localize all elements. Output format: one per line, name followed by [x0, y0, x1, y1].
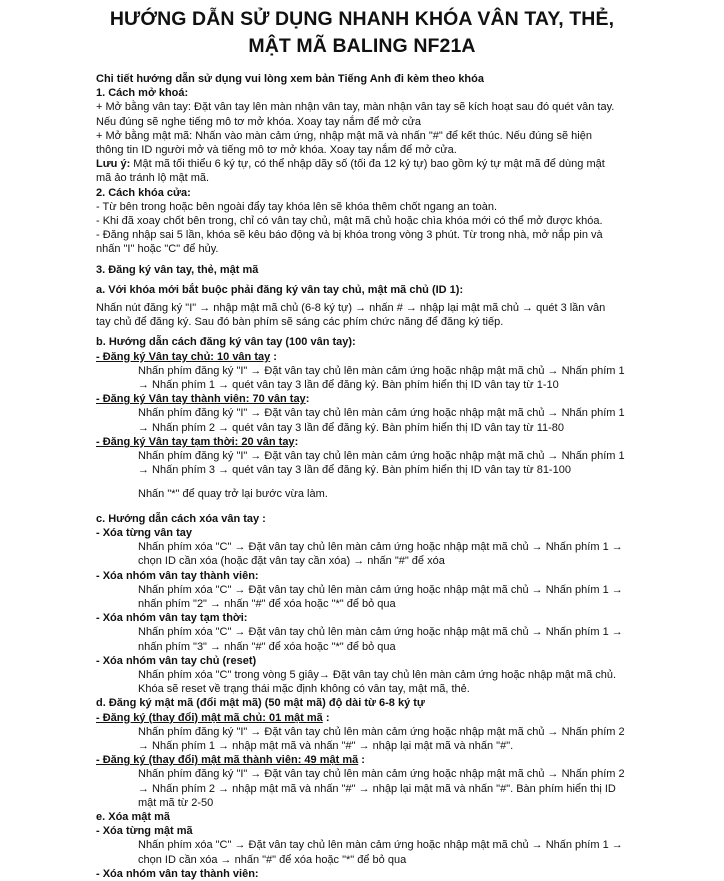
text-line: Nhấn phím đăng ký "I" → Đặt vân tay chủ lên màn cảm ứng hoặc nhập mật mã chủ → Nhấn phím 1	[138, 364, 625, 377]
note-text: Mật mã tối thiểu 6 ký tự, có thể nhập dãy số (tối đa 12 ký tự) bao gồm ký tự mật mã để dùng mật	[130, 158, 605, 171]
text-line: nhấn "I" hoặc "C" để hủy.	[96, 243, 219, 256]
text-line: Nhấn phím xóa "C" → Đặt vân tay chủ lên màn cảm ứng hoặc nhập mật mã chủ → Nhấn phím 1 →	[138, 583, 623, 596]
text-line: - Từ bên trong hoặc bên ngoài đẩy tay khóa lên sẽ khóa thêm chốt ngang an toàn.	[96, 200, 497, 213]
text-line: Nhấn phím đăng ký "I" → Đặt vân tay chủ lên màn cảm ứng hoặc nhập mật mã chủ → Nhấn phím 2	[138, 725, 625, 738]
text-line: Nhấn "*" để quay trở lại bước vừa làm.	[138, 488, 328, 501]
title-line-1: HƯỚNG DẪN SỬ DỤNG NHANH KHÓA VÂN TAY, THẺ,	[109, 8, 615, 30]
text-line: mật mã từ 2-50	[138, 796, 214, 809]
item-heading	[96, 392, 696, 406]
item-label: - Đăng ký (thay đổi) mật mã thành viên: 49 mật mã	[96, 754, 359, 767]
text-line: Nhấn phím xóa "C" → Đặt vân tay chủ lên màn cảm ứng hoặc nhập mật mã chủ → Nhấn phím 1 →	[138, 626, 623, 639]
text-line: tay chủ để đăng ký. Sau đó bàn phím sẽ sáng các phím chức năng để đăng ký tiếp.	[96, 316, 504, 329]
item-heading	[96, 711, 696, 725]
text-line: chọn ID cần xóa (hoặc đặt vân tay cần xóa) → nhấn "#" để xóa	[138, 555, 445, 568]
item-label: - Đăng ký Vân tay thành viên: 70 vân tay	[96, 393, 306, 406]
note-label: Lưu ý:	[96, 158, 131, 171]
subsection-a-heading: a. Với khóa mới bắt buộc phải đăng ký vân tay chủ, mật mã chủ (ID 1):	[96, 283, 464, 296]
item-heading: - Xóa nhóm vân tay chủ (reset)	[96, 654, 257, 667]
text-line: Nhấn phím đăng ký "I" → Đặt vân tay chủ lên màn cảm ứng hoặc nhập mật mã chủ → Nhấn phím 1	[138, 407, 625, 420]
document-body	[96, 72, 696, 881]
note-line	[96, 157, 696, 171]
text-line: Nhấn phím xóa "C" → Đặt vân tay chủ lên màn cảm ứng hoặc nhập mật mã chủ → Nhấn phím 1 →	[138, 541, 623, 554]
text-line: → Nhấn phím 3 → quét vân tay 3 lần để đăng ký. Bàn phím hiển thị ID vân tay từ 81-100	[138, 464, 571, 477]
item-heading: - Xóa nhóm vân tay tạm thời:	[96, 612, 248, 625]
text-line: chọn ID cần xóa → nhấn "#" để xóa hoặc "*" để bỏ qua	[138, 853, 407, 866]
item-tail: :	[294, 435, 299, 448]
text-line: → Nhấn phím 1 → nhập mật mã và nhấn "#" → nhập lại mật mã và nhấn "#".	[138, 739, 514, 752]
subsection-d-heading: d. Đăng ký mật mã (đổi mật mã) (50 mật mã) độ dài từ 6-8 ký tự	[96, 697, 425, 710]
text-line: + Mở bằng mật mã: Nhấn vào màn cảm ứng, nhập mật mã và nhấn "#" để kết thúc. Nếu đúng sẽ hiện	[96, 129, 592, 142]
text-line: → Nhấn phím 1 → quét vân tay 3 lần để đăng ký. Bàn phím hiển thị ID vân tay từ 1-10	[138, 379, 559, 392]
title-line-2: MẬT MÃ BALING NF21A	[248, 35, 476, 57]
item-tail: :	[305, 393, 310, 406]
text-line: - Khi đã xoay chốt bên trong, chỉ có vân tay chủ, mật mã chủ hoặc chìa khóa mới có thể mở được khóa.	[96, 215, 603, 228]
item-label: - Đăng ký Vân tay tạm thời: 20 vân tay	[96, 435, 295, 448]
subsection-b-heading: b. Hướng dẫn cách đăng ký vân tay (100 vân tay):	[96, 336, 356, 349]
subsection-e-heading: e. Xóa mật mã	[96, 810, 170, 823]
text-line: mã ảo tránh lộ mật mã.	[96, 172, 210, 185]
item-label: - Đăng ký (thay đổi) mật mã chủ: 01 mật mã	[96, 711, 323, 724]
item-tail: :	[270, 350, 277, 363]
item-heading	[96, 350, 696, 364]
text-line: Nhấn nút đăng ký "I" → nhập mật mã chủ (6-8 ký tự) → nhấn # → nhập lại mật mã chủ → quét 3 lần vân	[96, 302, 606, 315]
item-heading	[96, 753, 696, 767]
text-line: nhấn phím "2" → nhấn "#" để xóa hoặc "*" để bỏ qua	[138, 597, 396, 610]
section-3-heading: 3. Đăng ký vân tay, thẻ, mật mã	[96, 263, 259, 276]
text-line: Khóa sẽ reset về trạng thái mặc định không có vân tay, mật mã, thẻ.	[138, 683, 470, 696]
text-line: → Nhấn phím 2 → nhập mật mã và nhấn "#" → nhập lại mật mã và nhấn "#". Bàn phím hiển thị ID	[138, 782, 616, 795]
text-line: → Nhấn phím 2 → quét vân tay 3 lần để đăng ký. Bàn phím hiển thị ID vân tay từ 11-80	[138, 421, 565, 434]
item-heading: - Xóa từng vân tay	[96, 526, 192, 539]
item-tail: :	[358, 754, 365, 767]
text-line: nhấn phím "3" → nhấn "#" để xóa hoặc "*" để bỏ qua	[138, 640, 396, 653]
item-heading	[96, 435, 696, 449]
text-line: Nhấn phím đăng ký "I" → Đặt vân tay chủ lên màn cảm ứng hoặc nhập mật mã chủ → Nhấn phím 1	[138, 450, 625, 463]
section-1-heading: 1. Cách mở khoá:	[96, 87, 189, 100]
item-label: - Đăng ký Vân tay chủ: 10 vân tay	[96, 350, 271, 363]
text-line: Nhấn phím đăng ký "I" → Đặt vân tay chủ lên màn cảm ứng hoặc nhập mật mã chủ → Nhấn phím 2	[138, 768, 625, 781]
item-heading: - Xóa từng mật mã	[96, 825, 193, 838]
subsection-c-heading: c. Hướng dẫn cách xóa vân tay :	[96, 512, 266, 525]
section-2-heading: 2. Cách khóa cửa:	[96, 186, 191, 199]
text-line: Nhấn phím xóa "C" trong vòng 5 giây→ Đặt vân tay chủ lên màn cảm ứng hoặc nhập mật mã chủ.	[138, 668, 617, 681]
item-tail: :	[322, 711, 330, 724]
text-line: + Mở bằng vân tay: Đặt vân tay lên màn nhận vân tay, màn nhận vân tay sẽ kích hoạt sau đó quét vân tay.	[96, 101, 615, 114]
document-title	[0, 0, 724, 60]
text-line: Nhấn phím xóa "C" → Đặt vân tay chủ lên màn cảm ứng hoặc nhập mật mã chủ → Nhấn phím 1 →	[138, 839, 623, 852]
intro-note: Chi tiết hướng dẫn sử dụng vui lòng xem bản Tiếng Anh đi kèm theo khóa	[96, 73, 484, 85]
text-line: Nếu đúng sẽ nghe tiếng mô tơ mở khóa. Xoay tay nắm để mở cửa	[96, 115, 421, 128]
text-line: - Đăng nhập sai 5 lần, khóa sẽ kêu báo động và bị khóa trong vòng 3 phút. Từ trong nhà, mở nắp pin và	[96, 229, 603, 242]
item-heading: - Xóa nhóm vân tay thành viên:	[96, 569, 259, 582]
item-heading: - Xóa nhóm vân tay thành viên:	[96, 867, 259, 880]
text-line: thông tin ID người mở và tiếng mô tơ mở khóa. Xoay tay nắm để mở cửa.	[96, 144, 457, 157]
